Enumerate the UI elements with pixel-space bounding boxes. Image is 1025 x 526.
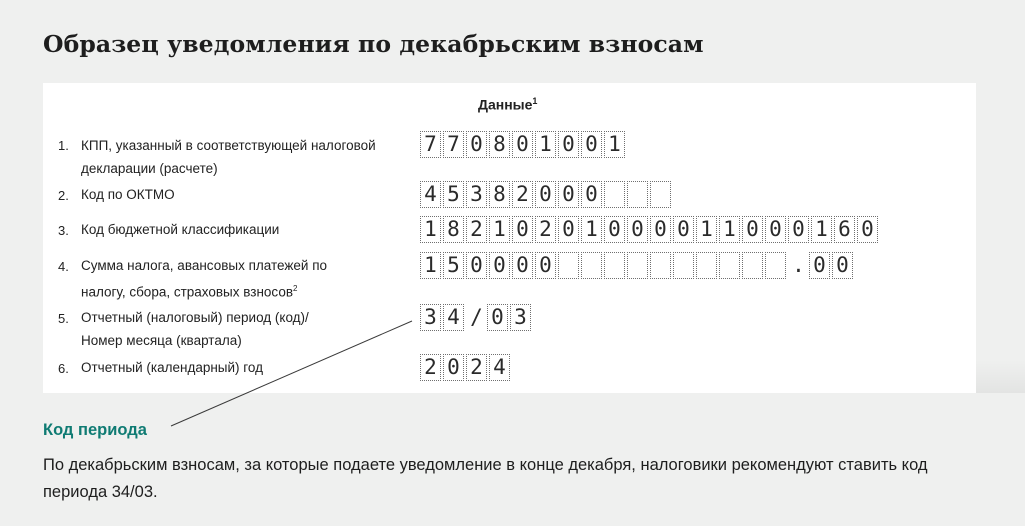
digit-cell[interactable]: 1 xyxy=(604,131,625,158)
digit-cell[interactable]: 2 xyxy=(466,216,487,243)
digit-cell[interactable]: 2 xyxy=(512,181,533,208)
digit-cell[interactable]: 0 xyxy=(832,252,853,279)
digit-cell[interactable]: 0 xyxy=(487,304,508,331)
row-number: 1. xyxy=(58,138,69,153)
digit-cell[interactable]: 0 xyxy=(788,216,809,243)
digit-cell[interactable]: 0 xyxy=(489,252,510,279)
digit-cell[interactable]: 0 xyxy=(765,216,786,243)
digit-cell[interactable]: 1 xyxy=(581,216,602,243)
digit-cell[interactable]: 3 xyxy=(510,304,531,331)
digit-cell[interactable]: 6 xyxy=(834,216,855,243)
field-separator: / xyxy=(470,305,483,329)
digit-cell[interactable]: 0 xyxy=(466,252,487,279)
digit-cell[interactable]: 0 xyxy=(535,181,556,208)
row-label-footnote: 2 xyxy=(293,284,298,293)
row-label-line: декларации (расчете) xyxy=(81,161,218,176)
digit-cell[interactable]: 1 xyxy=(811,216,832,243)
row-label-line: Сумма налога, авансовых платежей по xyxy=(81,258,328,273)
callout-text: По декабрьским взносам, за которые подаете уведомление в конце декабря, налоговики рекомендуют ставить код периода 34/03. xyxy=(43,456,928,501)
digit-cell[interactable]: 0 xyxy=(627,216,648,243)
form-header-footnote: 1 xyxy=(532,96,538,106)
digit-cell[interactable]: 2 xyxy=(466,354,487,381)
digit-cell[interactable]: 0 xyxy=(809,252,830,279)
row-label-line: Номер месяца (квартала) xyxy=(81,333,242,348)
digit-cell[interactable]: 8 xyxy=(443,216,464,243)
digit-cell[interactable]: 4 xyxy=(489,354,510,381)
digit-cell[interactable]: 8 xyxy=(489,131,510,158)
page-title: Образец уведомления по декабрьским взносам xyxy=(43,30,704,58)
row-number: 3. xyxy=(58,223,69,238)
row-label-line: Код по ОКТМО xyxy=(81,187,175,202)
digit-cell[interactable]: 0 xyxy=(512,131,533,158)
callout-title: Код периода xyxy=(43,421,147,439)
row-label-line: Код бюджетной классификации xyxy=(81,222,280,237)
digit-cell[interactable]: 7 xyxy=(420,131,441,158)
digit-cell[interactable]: 4 xyxy=(420,181,441,208)
digit-cell[interactable]: 0 xyxy=(604,216,625,243)
field-separator: . xyxy=(792,253,805,277)
digit-cell[interactable]: 2 xyxy=(420,354,441,381)
digit-cell[interactable]: 0 xyxy=(650,216,671,243)
row-label-line: КПП, указанный в соответствующей налоговой xyxy=(81,138,376,153)
digit-cell[interactable]: 0 xyxy=(558,181,579,208)
digit-cell[interactable]: 5 xyxy=(443,181,464,208)
digit-cell[interactable]: 7 xyxy=(443,131,464,158)
digit-cell[interactable]: 4 xyxy=(443,304,464,331)
digit-cell[interactable]: 0 xyxy=(558,131,579,158)
digit-cell[interactable]: 2 xyxy=(535,216,556,243)
digit-cell[interactable]: 8 xyxy=(489,181,510,208)
digit-cell[interactable]: 1 xyxy=(489,216,510,243)
digit-cell[interactable]: 0 xyxy=(512,216,533,243)
digit-cell[interactable]: 1 xyxy=(420,252,441,279)
digit-cell[interactable]: 0 xyxy=(512,252,533,279)
digit-cell[interactable]: 0 xyxy=(857,216,878,243)
digit-cell[interactable]: 0 xyxy=(535,252,556,279)
row-label-line: Отчетный (налоговый) период (код)/ xyxy=(81,310,309,325)
digit-cell[interactable]: 0 xyxy=(673,216,694,243)
digit-cell[interactable]: 0 xyxy=(581,181,602,208)
row-label-line: Отчетный (календарный) год xyxy=(81,360,264,375)
row-number: 5. xyxy=(58,311,69,326)
row-number: 4. xyxy=(58,259,69,274)
digit-cell[interactable]: 3 xyxy=(420,304,441,331)
digit-cell[interactable]: 5 xyxy=(443,252,464,279)
digit-cell[interactable]: 0 xyxy=(581,131,602,158)
digit-cell[interactable]: 1 xyxy=(696,216,717,243)
digit-cell[interactable]: 3 xyxy=(466,181,487,208)
digit-cell[interactable]: 0 xyxy=(443,354,464,381)
row-number: 6. xyxy=(58,361,69,376)
digit-cell[interactable]: 0 xyxy=(558,216,579,243)
digit-cell[interactable]: 0 xyxy=(742,216,763,243)
digit-cell[interactable]: 0 xyxy=(466,131,487,158)
form-header-text: Данные xyxy=(478,96,533,113)
row-number: 2. xyxy=(58,188,69,203)
digit-cell[interactable]: 1 xyxy=(420,216,441,243)
digit-cell[interactable]: 1 xyxy=(535,131,556,158)
digit-cell[interactable]: 1 xyxy=(719,216,740,243)
row-label-text: налогу, сбора, страховых взносов xyxy=(81,284,294,300)
